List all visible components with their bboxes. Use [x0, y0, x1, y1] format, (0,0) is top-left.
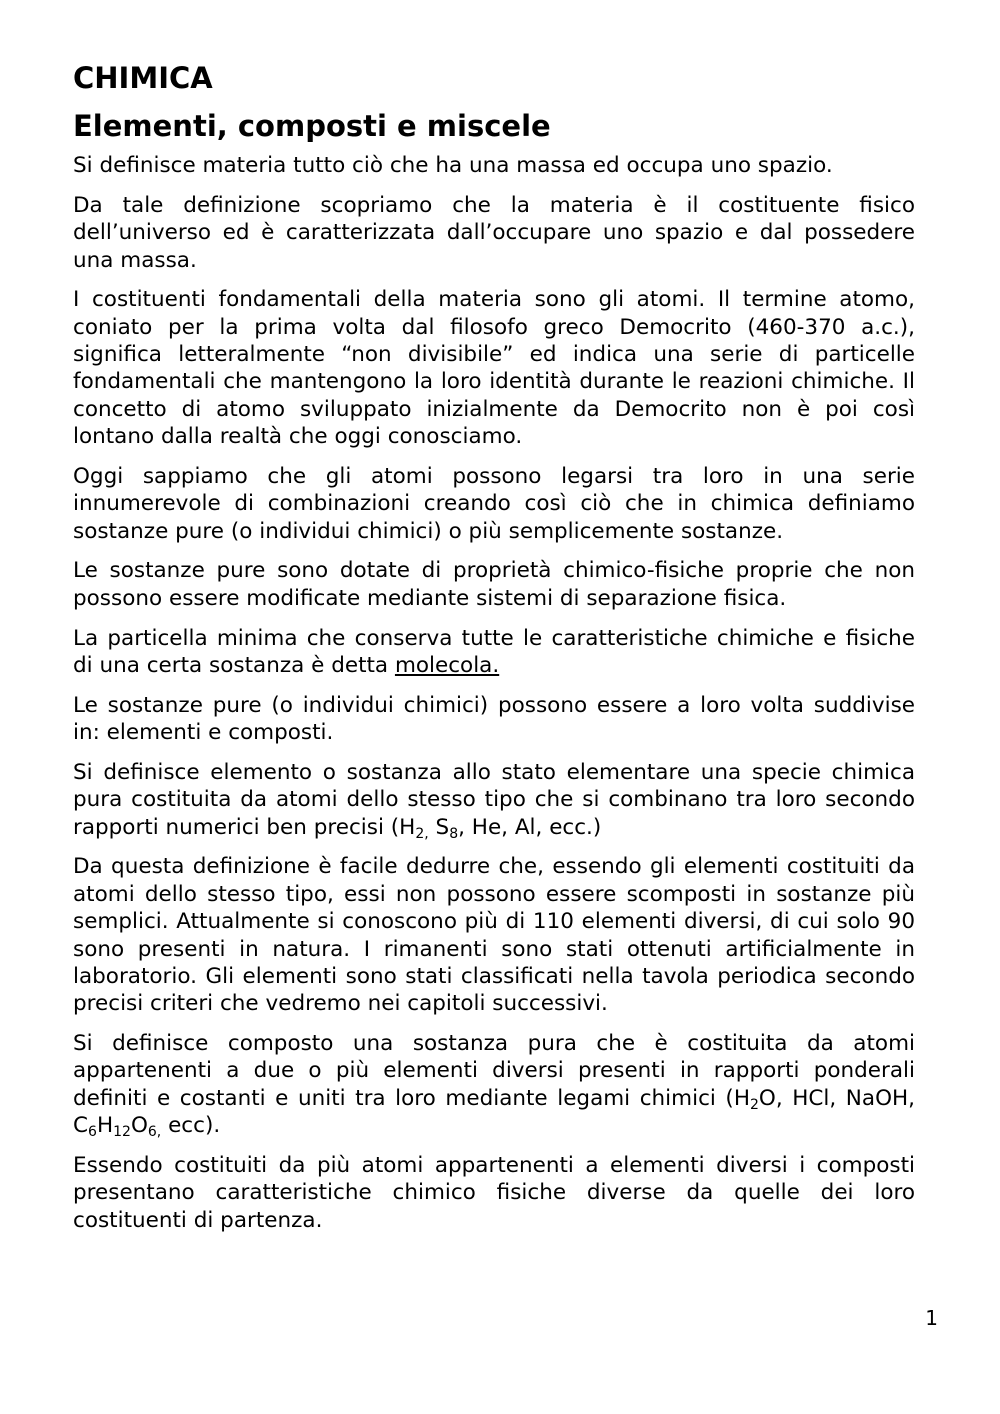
paragraph-composto: [73, 1030, 915, 1140]
subscript: 6,: [147, 1124, 162, 1141]
molecola-text: La particella minima che conserva tutte le caratteristiche chimiche e fisiche di una certa sostanza è detta: [73, 625, 915, 678]
composto-text-5: ecc).: [161, 1113, 221, 1139]
paragraph-atomi: I costituenti fondamentali della materia sono gli atomi. Il termine atomo, coniato per la prima volta dal filosofo greco Democrito (460-370 a.c.), significa letteralmente “non divisibile” ed indica una serie di particelle fondamentali che mantengono la loro identità durante le reazioni chimiche. Il concetto di atomo sviluppato inizialmente da Democrito non è poi così lontano dalla realtà che oggi conosciamo.: [73, 287, 915, 450]
composto-text-3: H: [96, 1113, 114, 1139]
subscript: 12: [113, 1124, 131, 1141]
paragraph-proprieta: Le sostanze pure sono dotate di proprietà chimico-fisiche proprie che non possono essere modificate mediante sistemi di separazione fisica.: [73, 558, 915, 611]
paragraph-materia: Si definisce materia tutto ciò che ha una massa ed occupa uno spazio.: [73, 153, 833, 178]
subscript: 2: [750, 1096, 759, 1113]
paragraph-final: Essendo costituiti da più atomi appartenenti a elementi diversi i composti presentano caratteristiche chimico fisiche diverse da quelle dei loro costituenti di partenza.: [73, 1152, 915, 1233]
document-page: [73, 58, 915, 1234]
subscript: 8: [449, 825, 459, 842]
page-number: 1: [925, 1306, 938, 1330]
paragraph-elementi-composti: Le sostanze pure (o individui chimici) possono essere a loro volta suddivise in: elementi e composti.: [73, 692, 915, 746]
paragraph-sostanze: Oggi sappiamo che gli atomi possono legarsi tra loro in una serie innumerevole di combinazioni creando così ciò che in chimica definiamo sostanze pure (o individui chimici) o più semplicemente sostanze.: [73, 463, 915, 544]
composto-text-2: O, HCl, NaOH, C: [73, 1085, 915, 1139]
section-heading: Elementi, composti e miscele: [73, 109, 551, 143]
subscript: 6: [88, 1124, 97, 1141]
subscript: 2,: [415, 825, 429, 842]
paragraph-elementi: Da questa definizione è facile dedurre che, essendo gli elementi costituiti da atomi dello stesso tipo, essi non possono essere scomposti in sostanze più semplici. Attualmente si conoscono più di 110 elementi diversi, di cui solo 90 sono presenti in natura. I rimanenti sono stati ottenuti artificialmente in laboratorio. Gli elementi sono stati classificati nella tavola periodica secondo precisi criteri che vedremo nei capitoli successivi.: [73, 854, 915, 1017]
elemento-text: Si definisce elemento o sostanza allo stato elementare una specie chimica pura costituita da atomi dello stesso tipo che si combinano tra loro secondo rapporti numerici ben precisi (H: [73, 759, 915, 840]
paragraph-definizione: Da tale definizione scopriamo che la materia è il costituente fisico dell’universo ed è caratterizzata dall’occupare uno spazio e dal possedere una massa.: [73, 192, 915, 273]
molecola-term: molecola.: [394, 652, 500, 678]
composto-text: Si definisce composto una sostanza pura che è costituita da atomi appartenenti a due o più elementi diversi presenti in rapporti ponderali definiti e costanti e uniti tra loro mediante legami chimici (H: [73, 1031, 915, 1111]
elemento-text-end: , He, Al, ecc.): [458, 814, 602, 840]
document-title: CHIMICA: [73, 61, 213, 95]
elemento-text-mid: S: [428, 814, 450, 840]
paragraph-elemento: [73, 759, 915, 841]
composto-text-4: O: [130, 1113, 148, 1139]
paragraph-molecola: [73, 625, 915, 680]
